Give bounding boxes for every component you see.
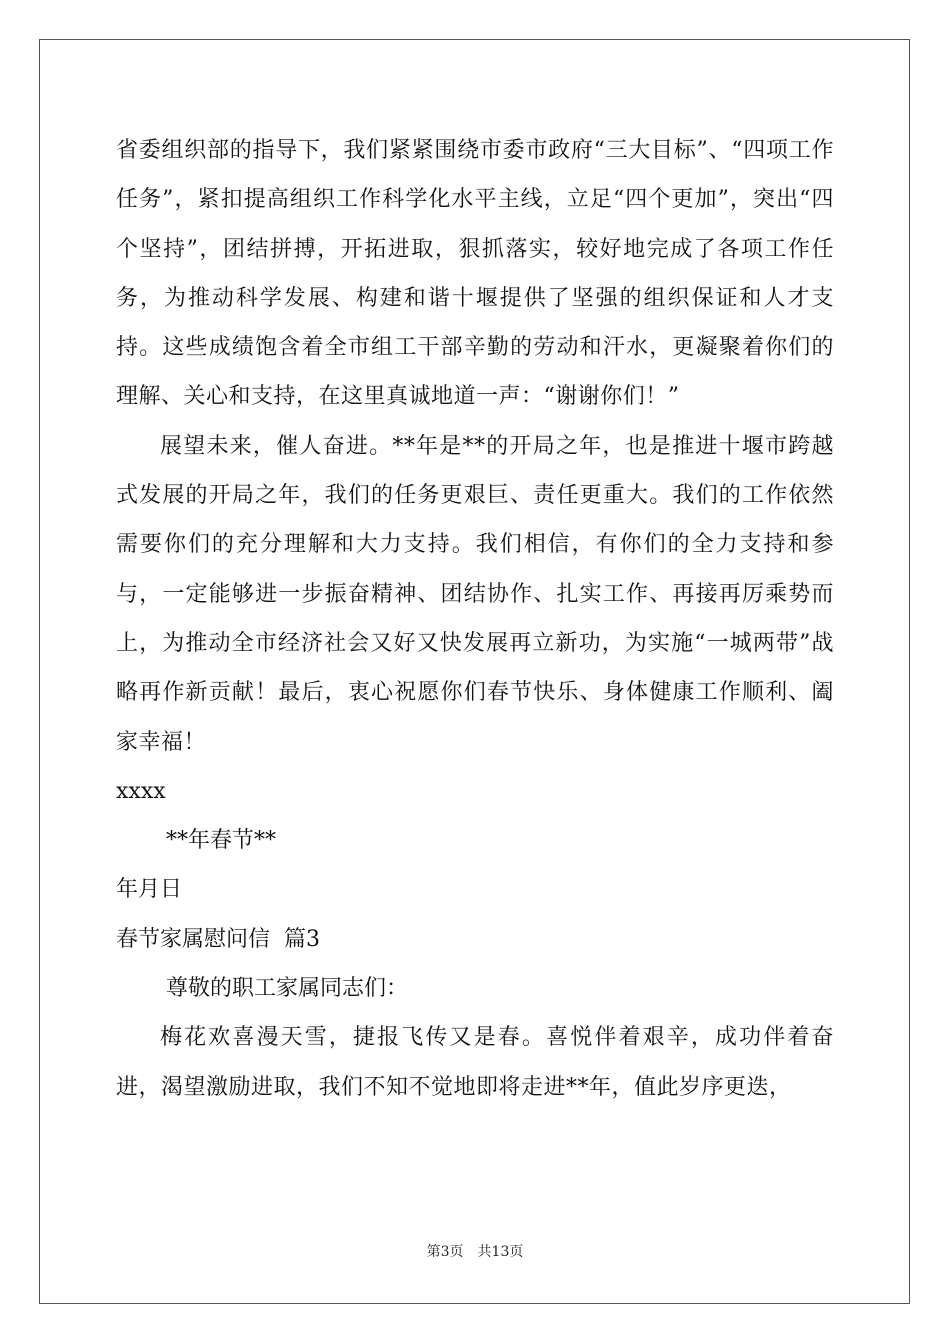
salutation: 尊敬的职工家属同志们： bbox=[166, 976, 409, 1002]
date-line: **年春节** bbox=[166, 828, 277, 854]
paragraph-3: 梅花欢喜漫天雪，捷报飞传又是春。喜悦伴着艰辛，成功伴着奋进，渴望激励进取，我们不知不觉地即将走进**年，值此岁序更迭， bbox=[116, 1025, 834, 1100]
page-total: 共13页 bbox=[477, 1244, 524, 1260]
signature: xxxx bbox=[116, 778, 166, 804]
page-footer bbox=[0, 1241, 950, 1261]
section-title: 春节家属慰问信 篇3 bbox=[116, 926, 320, 952]
document-body bbox=[116, 126, 834, 1112]
page-number: 第3页 bbox=[426, 1244, 464, 1260]
paragraph-1: 省委组织部的指导下，我们紧紧围绕市委市政府“三大目标”、“四项工作任务”，紧扣提高组织工作科学化水平主线，立足“四个更加”，突出“四个坚持”，团结拼搏，开拓进取，狠抓落实，较好地完成了各项工作任务，为推动科学发展、构建和谐十堰提供了坚强的组织保证和人才支持。这些成绩饱含着全市组工干部辛勤的劳动和汗水，更凝聚着你们的理解、关心和支持，在这里真诚地道一声：“谢谢你们！” bbox=[116, 138, 834, 410]
paragraph-2: 展望未来，催人奋进。**年是**的开局之年，也是推进十堰市跨越式发展的开局之年，我们的任务更艰巨、责任更重大。我们的工作依然需要你们的充分理解和大力支持。我们相信，有你们的全力支持和参与，一定能够进一步振奋精神、团结协作、扎实工作、再接再厉乘势而上，为推动全市经济社会又好又快发展再立新功，为实施“一城两带”战略再作新贡献！最后，衷心祝愿你们春节快乐、身体健康工作顺利、阖家幸福！ bbox=[116, 433, 834, 755]
date-placeholder: 年月日 bbox=[116, 877, 183, 903]
